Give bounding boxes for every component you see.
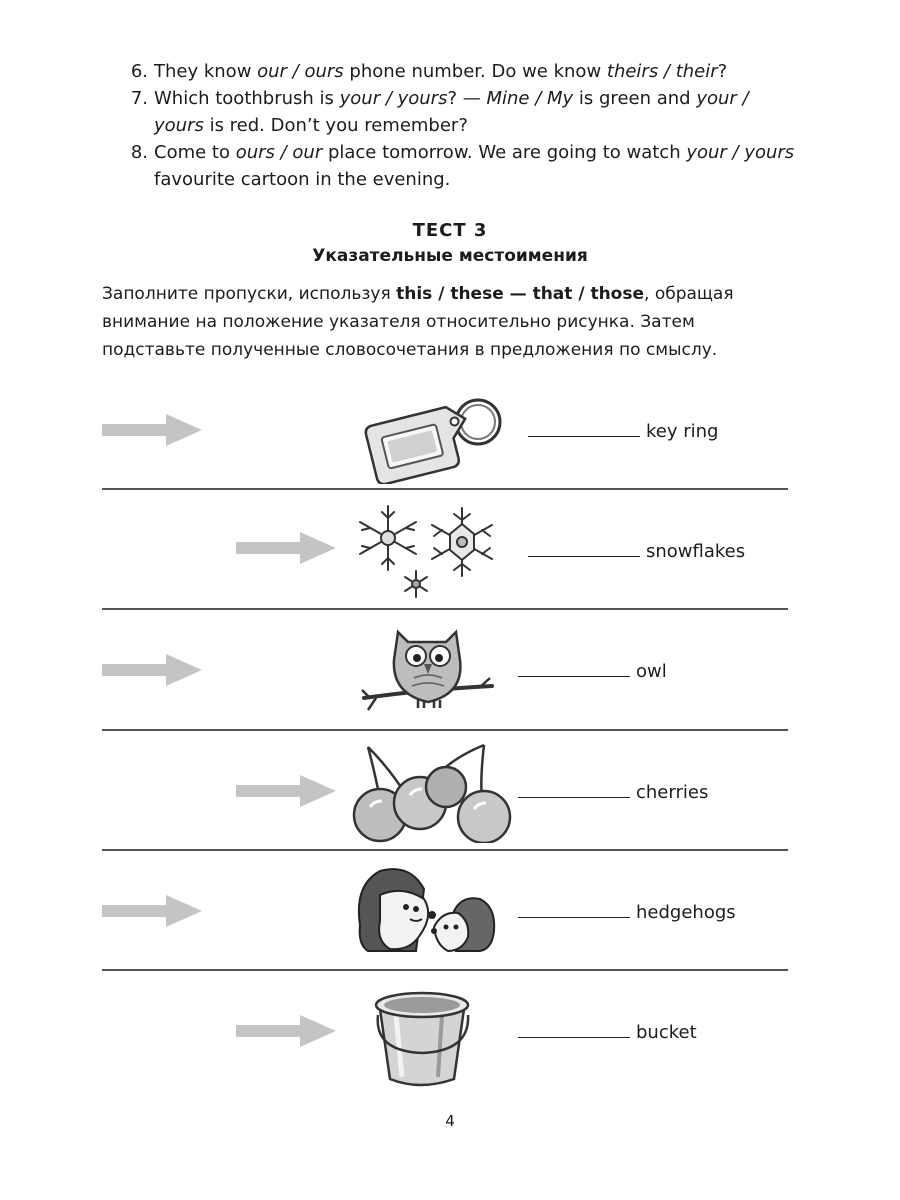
row-owl [100, 610, 788, 730]
sentence-text: Come to [154, 142, 236, 163]
sentence-text: is red. Don’t you remember? [203, 115, 468, 136]
sentence-text: place tomorrow. We are going to watch [322, 142, 687, 163]
answer-blank[interactable] [518, 1021, 630, 1038]
pronoun-choice[interactable]: theirs / their [606, 61, 718, 82]
instruction-after: , обращая внимание на положение указателя относительно рисунка. Затем подставьте полученные словосочетания в предложения по смыслу. [102, 284, 734, 360]
pronoun-choice[interactable]: ours / our [235, 142, 323, 163]
pointer-arrow-icon [102, 650, 204, 690]
noun-label: hedgehogs [636, 902, 736, 923]
noun-label: owl [636, 661, 667, 682]
answer-blank[interactable] [518, 781, 630, 798]
noun-label: snowflakes [646, 541, 746, 562]
answer-blank[interactable] [528, 540, 640, 557]
sentence-text: ? [717, 61, 728, 82]
test-subtitle: Указательные местоимения [312, 246, 588, 266]
pointer-arrow-icon [102, 891, 204, 931]
sentence-item [100, 58, 800, 85]
noun-label: cherries [636, 782, 709, 803]
sentence-number: 6. [130, 61, 148, 82]
pointer-arrow-icon [236, 1011, 338, 1051]
answer-blank[interactable] [518, 660, 630, 677]
bucket-icon [366, 981, 482, 1091]
pronoun-choice[interactable]: our / ours [257, 61, 344, 82]
noun-label: bucket [636, 1022, 697, 1043]
pointer-arrow-icon [236, 528, 338, 568]
sentence-text: is green and [573, 88, 697, 109]
noun-label: key ring [646, 421, 719, 442]
answer-line [518, 781, 708, 803]
answer-blank[interactable] [518, 901, 630, 918]
sentence-item [100, 85, 800, 139]
row-snowflakes [100, 490, 788, 610]
hedgehogs-icon [350, 865, 500, 957]
answer-line [518, 901, 736, 923]
answer-line [518, 660, 667, 682]
row-bucket [100, 971, 788, 1091]
pronoun-choice[interactable]: your / yours [339, 88, 448, 109]
sentence-text: favourite cartoon in the evening. [154, 169, 451, 190]
instruction-before: Заполните пропуски, используя [102, 284, 397, 304]
snowflakes-icon [352, 502, 502, 598]
key-ring-icon [362, 386, 508, 484]
test-title: ТЕСТ 3 [412, 220, 488, 241]
answer-line [528, 420, 718, 442]
sentence-text: ? — [447, 88, 487, 109]
pronoun-choice[interactable]: your / yours [686, 142, 795, 163]
sentence-text: Which toothbrush is [154, 88, 340, 109]
answer-line [528, 540, 745, 562]
row-cherries [100, 731, 788, 851]
cherries-icon [350, 739, 520, 843]
sentence-text: They know [154, 61, 258, 82]
row-key-ring [100, 378, 788, 498]
exercise-sentences [100, 58, 800, 193]
pointer-arrow-icon [236, 771, 338, 811]
sentence-text: phone number. Do we know [343, 61, 607, 82]
sentence-number: 7. [130, 88, 148, 109]
instruction-text [102, 280, 802, 364]
owl-icon [360, 620, 496, 720]
pointer-arrow-icon [102, 410, 204, 450]
pronoun-choice[interactable]: your / yours [154, 88, 749, 136]
pronoun-choice[interactable]: Mine / My [486, 88, 574, 109]
answer-line [518, 1021, 697, 1043]
answer-blank[interactable] [528, 420, 640, 437]
sentence-number: 8. [130, 142, 148, 163]
sentence-item [100, 139, 800, 193]
row-hedgehogs [100, 851, 788, 971]
instruction-pronouns: this / these — that / those [396, 284, 645, 304]
page-number: 4 [445, 1112, 455, 1130]
